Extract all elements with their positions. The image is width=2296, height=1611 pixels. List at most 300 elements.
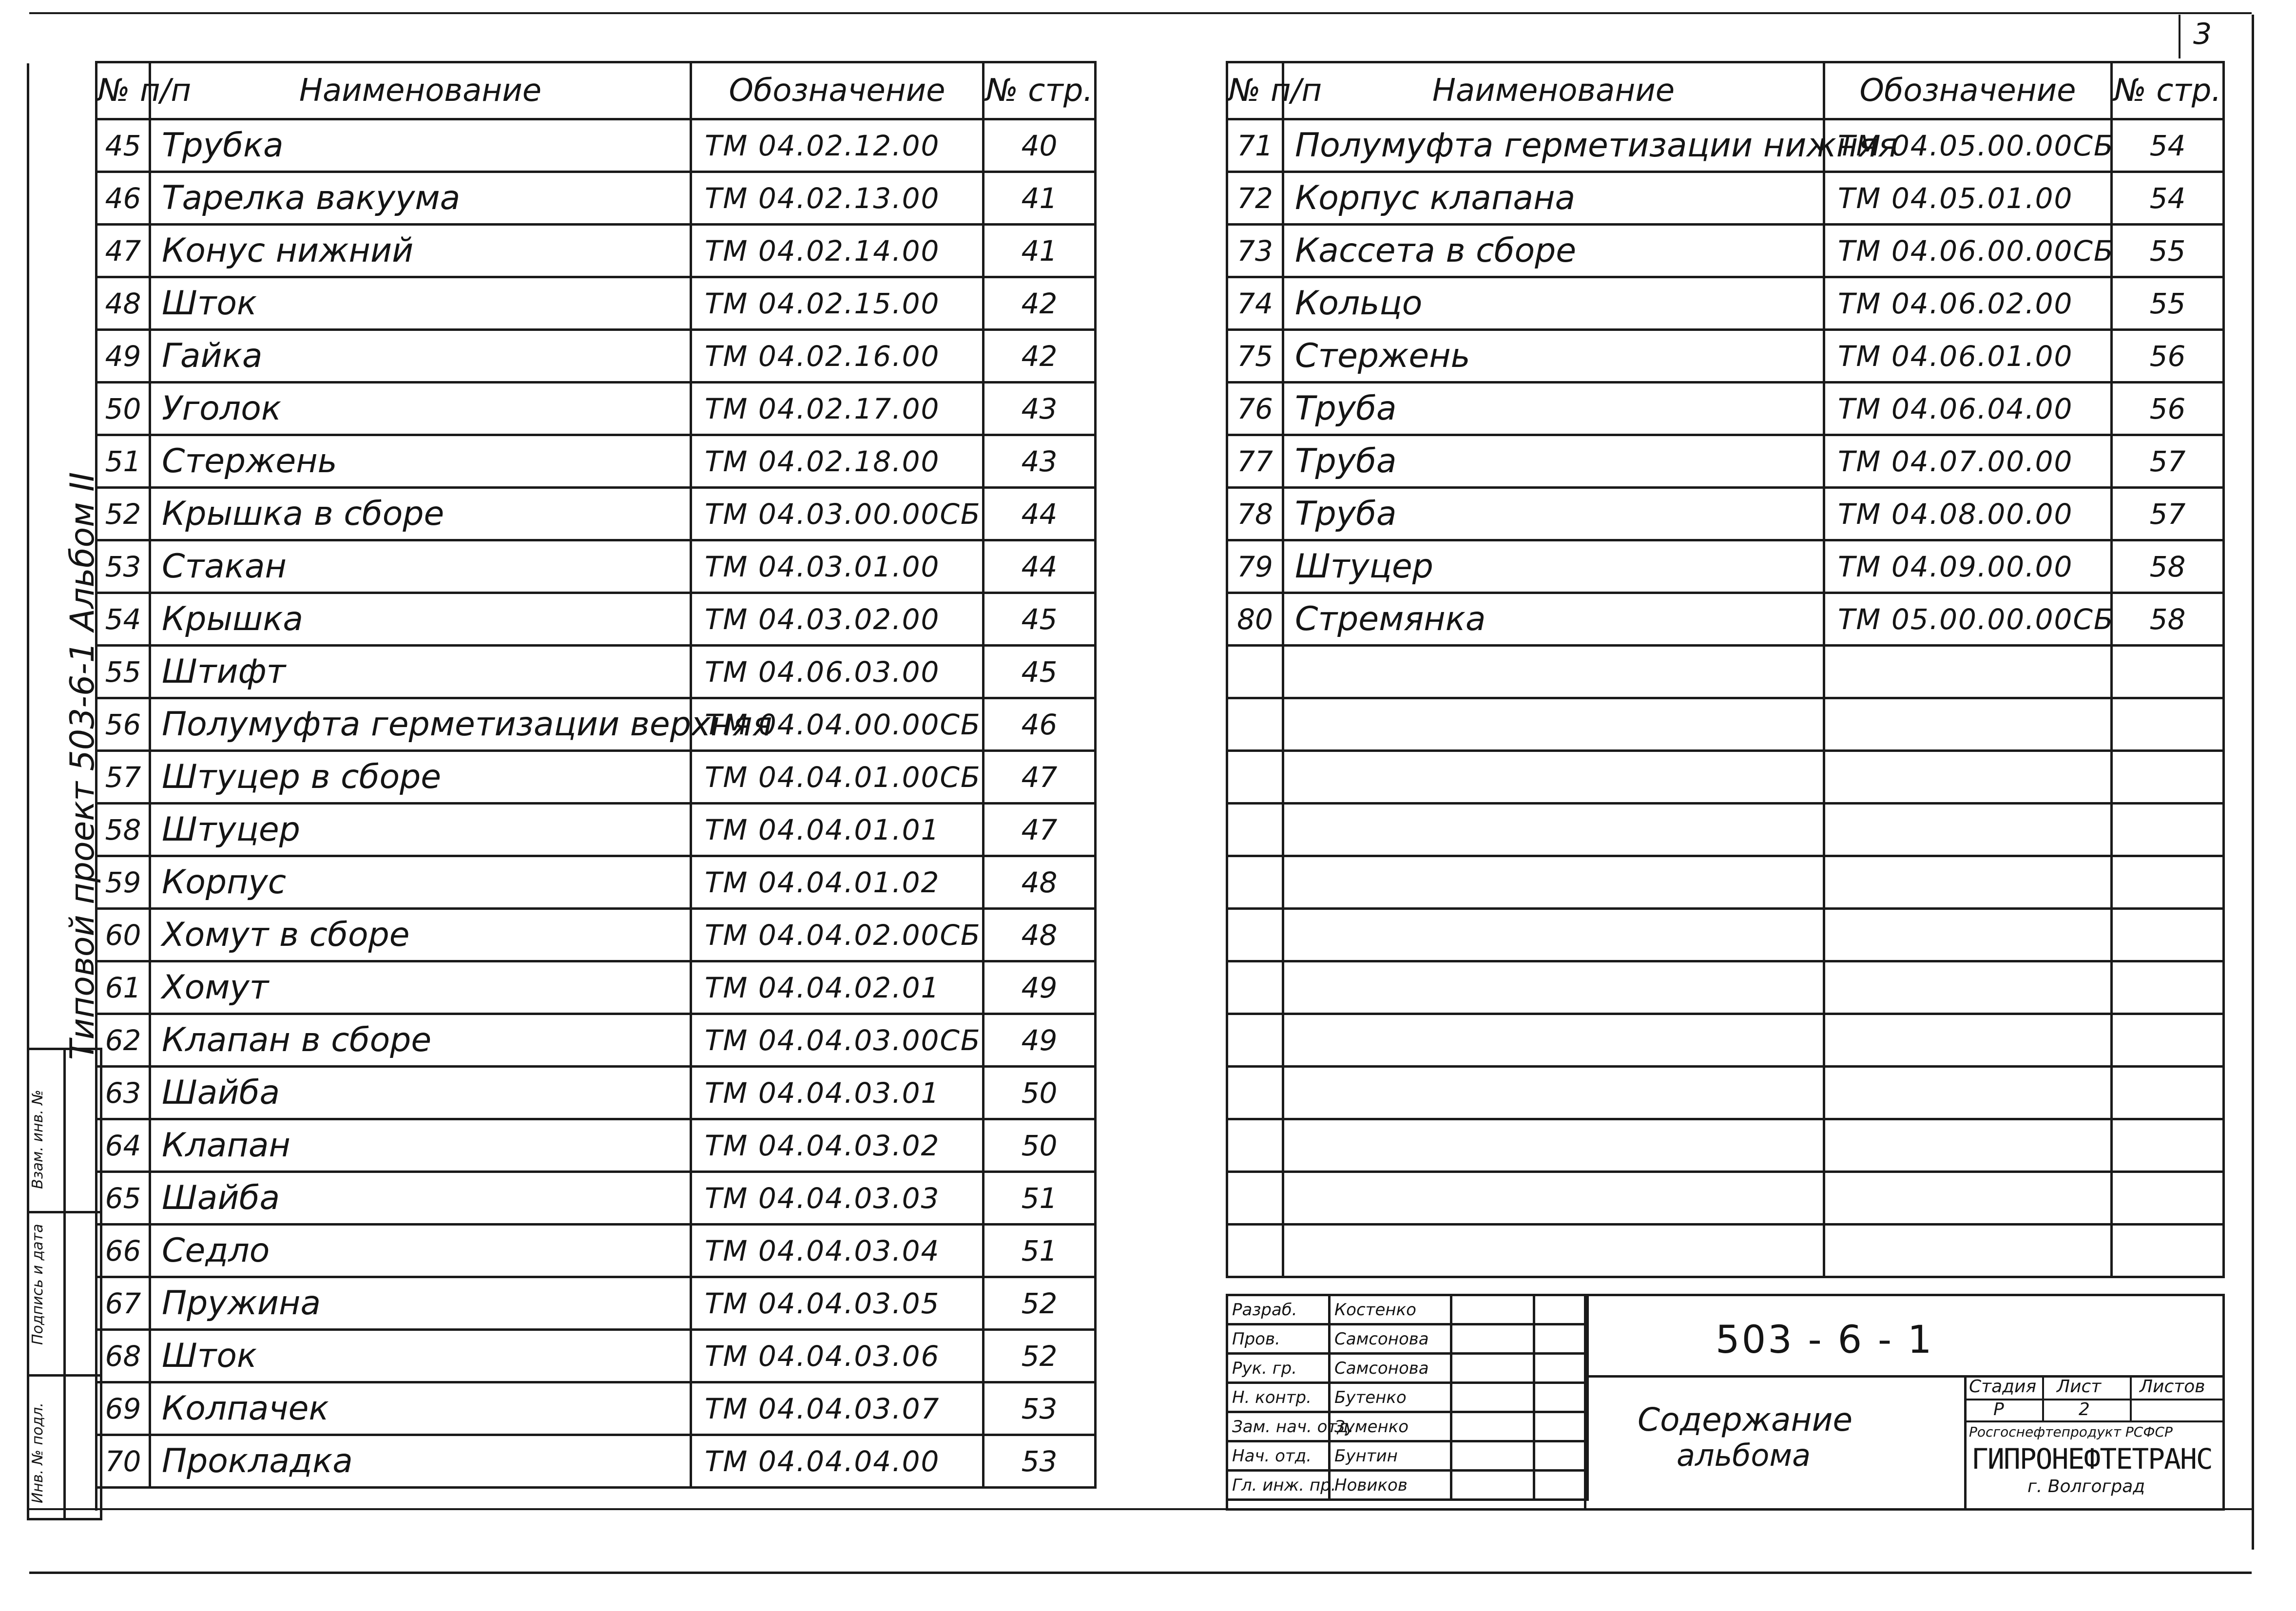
item-page: 53 bbox=[984, 1435, 1096, 1488]
item-name: Корпус клапана bbox=[1283, 172, 1824, 225]
item-designation: ТМ 04.06.00.00СБ bbox=[1824, 225, 2112, 277]
row-number bbox=[1227, 698, 1283, 751]
table-row bbox=[1227, 1172, 2224, 1225]
table-row bbox=[1227, 646, 2224, 698]
right-border bbox=[2252, 15, 2254, 1550]
item-name: Седло bbox=[150, 1225, 691, 1277]
item-name: Стремянка bbox=[1283, 593, 1824, 646]
item-designation: ТМ 04.02.12.00 bbox=[691, 119, 984, 172]
item-name: Трубка bbox=[150, 119, 691, 172]
row-number bbox=[1227, 751, 1283, 804]
item-page: 57 bbox=[2112, 435, 2224, 488]
table-row bbox=[96, 435, 1096, 488]
table-row bbox=[1227, 225, 2224, 277]
item-name: Клапан в сборе bbox=[150, 1014, 691, 1067]
table-row bbox=[96, 909, 1096, 961]
role-row bbox=[1227, 1324, 1588, 1354]
side-stamp-sign: Подпись и дата bbox=[29, 1224, 46, 1345]
item-designation: ТМ 04.04.03.03 bbox=[691, 1172, 984, 1225]
org-line2: ГИПРОНЕФТЕТРАНС bbox=[1971, 1442, 2212, 1476]
table-row bbox=[96, 225, 1096, 277]
item-designation bbox=[1824, 856, 2112, 909]
item-page: 43 bbox=[984, 383, 1096, 435]
item-page: 54 bbox=[2112, 119, 2224, 172]
item-name: Крышка в сборе bbox=[150, 488, 691, 540]
item-page bbox=[2112, 1014, 2224, 1067]
item-page: 44 bbox=[984, 540, 1096, 593]
item-page: 45 bbox=[984, 646, 1096, 698]
item-name: Тарелка вакуума bbox=[150, 172, 691, 225]
item-designation bbox=[1824, 751, 2112, 804]
item-designation: ТМ 04.04.03.04 bbox=[691, 1225, 984, 1277]
row-number: 80 bbox=[1227, 593, 1283, 646]
side-project-title: Типовой проект 503-6-1 Альбом II bbox=[63, 472, 102, 1060]
row-number bbox=[1227, 1067, 1283, 1119]
stage-col-1 bbox=[2042, 1375, 2044, 1420]
role-person: Новиков bbox=[1330, 1471, 1451, 1500]
item-page bbox=[2112, 751, 2224, 804]
role-signature bbox=[1451, 1412, 1534, 1441]
role-person: Зуменко bbox=[1330, 1412, 1451, 1441]
item-page: 42 bbox=[984, 330, 1096, 383]
row-number: 75 bbox=[1227, 330, 1283, 383]
side-stamp-replace: Взам. инв. № bbox=[29, 1090, 46, 1189]
role-label: Зам. нач. отд. bbox=[1227, 1412, 1330, 1441]
item-designation: ТМ 04.04.01.00СБ bbox=[691, 751, 984, 804]
item-designation: ТМ 04.04.03.01 bbox=[691, 1067, 984, 1119]
item-designation: ТМ 04.07.00.00 bbox=[1824, 435, 2112, 488]
sheet-label: Лист bbox=[2057, 1377, 2102, 1397]
item-designation: ТМ 04.04.04.00 bbox=[691, 1435, 984, 1488]
role-signature bbox=[1451, 1324, 1534, 1354]
role-signature bbox=[1451, 1295, 1534, 1324]
row-number: 45 bbox=[96, 119, 150, 172]
role-signature bbox=[1451, 1441, 1534, 1471]
item-page bbox=[2112, 698, 2224, 751]
item-designation: ТМ 04.04.02.01 bbox=[691, 961, 984, 1014]
table-row bbox=[1227, 277, 2224, 330]
item-designation: ТМ 04.02.16.00 bbox=[691, 330, 984, 383]
role-row bbox=[1227, 1383, 1588, 1412]
item-page: 56 bbox=[2112, 330, 2224, 383]
item-designation: ТМ 04.06.01.00 bbox=[1824, 330, 2112, 383]
item-name: Шток bbox=[150, 1330, 691, 1382]
row-number: 67 bbox=[96, 1277, 150, 1330]
item-name: Труба bbox=[1283, 435, 1824, 488]
item-designation: ТМ 04.02.13.00 bbox=[691, 172, 984, 225]
sheet-value: 2 bbox=[2079, 1400, 2090, 1419]
table-row bbox=[1227, 330, 2224, 383]
item-name: Корпус bbox=[150, 856, 691, 909]
role-person: Бутенко bbox=[1330, 1383, 1451, 1412]
item-designation bbox=[1824, 1067, 2112, 1119]
item-name bbox=[1283, 1119, 1824, 1172]
item-page bbox=[2112, 909, 2224, 961]
table-row bbox=[1227, 961, 2224, 1014]
table-row bbox=[1227, 804, 2224, 856]
drawing-title-line1: Содержание bbox=[1638, 1401, 1853, 1438]
item-designation: ТМ 04.04.03.07 bbox=[691, 1382, 984, 1435]
item-name bbox=[1283, 804, 1824, 856]
role-person: Самсонова bbox=[1330, 1354, 1451, 1383]
item-designation bbox=[1824, 1172, 2112, 1225]
row-number bbox=[1227, 1014, 1283, 1067]
item-name bbox=[1283, 1172, 1824, 1225]
item-designation: ТМ 04.06.03.00 bbox=[691, 646, 984, 698]
role-row bbox=[1227, 1295, 1588, 1324]
table-row bbox=[1227, 856, 2224, 909]
role-date bbox=[1534, 1441, 1588, 1471]
table-row bbox=[1227, 1067, 2224, 1119]
role-person: Костенко bbox=[1330, 1295, 1451, 1324]
table-row bbox=[1227, 751, 2224, 804]
row-number: 51 bbox=[96, 435, 150, 488]
role-row bbox=[1227, 1412, 1588, 1441]
row-number: 50 bbox=[96, 383, 150, 435]
item-page bbox=[2112, 856, 2224, 909]
stage-row-2 bbox=[1964, 1420, 2225, 1422]
item-page: 46 bbox=[984, 698, 1096, 751]
table-row bbox=[1227, 172, 2224, 225]
item-designation bbox=[1824, 698, 2112, 751]
table-row bbox=[96, 1435, 1096, 1488]
item-name: Колпачек bbox=[150, 1382, 691, 1435]
item-page: 48 bbox=[984, 909, 1096, 961]
item-name: Штифт bbox=[150, 646, 691, 698]
role-row bbox=[1227, 1354, 1588, 1383]
stage-value: Р bbox=[1993, 1400, 2004, 1419]
table-row bbox=[96, 383, 1096, 435]
row-number: 63 bbox=[96, 1067, 150, 1119]
item-designation bbox=[1824, 1014, 2112, 1067]
row-number: 71 bbox=[1227, 119, 1283, 172]
item-page: 49 bbox=[984, 961, 1096, 1014]
item-designation bbox=[1824, 909, 2112, 961]
item-page: 54 bbox=[2112, 172, 2224, 225]
item-name: Клапан bbox=[150, 1119, 691, 1172]
title-block bbox=[1226, 1294, 2225, 1511]
row-number: 78 bbox=[1227, 488, 1283, 540]
item-name: Полумуфта герметизации верхняя bbox=[150, 698, 691, 751]
item-page: 42 bbox=[984, 277, 1096, 330]
item-name: Кассета в сборе bbox=[1283, 225, 1824, 277]
item-page: 41 bbox=[984, 172, 1096, 225]
org-line1: Росгоснефтепродукт РСФСР bbox=[1969, 1424, 2173, 1440]
item-page: 48 bbox=[984, 856, 1096, 909]
item-page: 47 bbox=[984, 751, 1096, 804]
item-name: Штуцер в сборе bbox=[150, 751, 691, 804]
role-date bbox=[1534, 1471, 1588, 1500]
item-designation: ТМ 04.05.00.00СБ bbox=[1824, 119, 2112, 172]
item-page: 53 bbox=[984, 1382, 1096, 1435]
row-number: 77 bbox=[1227, 435, 1283, 488]
item-name: Стержень bbox=[150, 435, 691, 488]
row-number: 60 bbox=[96, 909, 150, 961]
item-name: Стержень bbox=[1283, 330, 1824, 383]
item-page: 45 bbox=[984, 593, 1096, 646]
page-number-box bbox=[2179, 15, 2180, 58]
item-name: Труба bbox=[1283, 383, 1824, 435]
table-row bbox=[96, 330, 1096, 383]
role-date bbox=[1534, 1354, 1588, 1383]
item-designation: ТМ 04.03.00.00СБ bbox=[691, 488, 984, 540]
item-page: 40 bbox=[984, 119, 1096, 172]
table-row bbox=[1227, 1014, 2224, 1067]
row-number: 56 bbox=[96, 698, 150, 751]
header-no: № п/п bbox=[1227, 62, 1283, 119]
row-number: 68 bbox=[96, 1330, 150, 1382]
item-designation: ТМ 04.06.04.00 bbox=[1824, 383, 2112, 435]
table-row bbox=[1227, 1119, 2224, 1172]
item-page bbox=[2112, 961, 2224, 1014]
table-row bbox=[1227, 593, 2224, 646]
item-page: 51 bbox=[984, 1172, 1096, 1225]
table-row bbox=[1227, 909, 2224, 961]
header-page: № стр. bbox=[984, 62, 1096, 119]
row-number: 47 bbox=[96, 225, 150, 277]
table-row bbox=[96, 1382, 1096, 1435]
row-number: 76 bbox=[1227, 383, 1283, 435]
item-name: Кольцо bbox=[1283, 277, 1824, 330]
table-row bbox=[96, 751, 1096, 804]
item-designation bbox=[1824, 1119, 2112, 1172]
item-designation: ТМ 04.04.02.00СБ bbox=[691, 909, 984, 961]
item-page bbox=[2112, 1119, 2224, 1172]
item-page: 52 bbox=[984, 1277, 1096, 1330]
item-name: Стакан bbox=[150, 540, 691, 593]
stage-label: Стадия bbox=[1969, 1377, 2037, 1397]
title-divider-vertical bbox=[1584, 1296, 1586, 1511]
row-number bbox=[1227, 1119, 1283, 1172]
role-signature bbox=[1451, 1471, 1534, 1500]
row-number: 58 bbox=[96, 804, 150, 856]
item-page bbox=[2112, 646, 2224, 698]
left-table-header bbox=[96, 62, 1096, 119]
item-designation: ТМ 04.04.01.02 bbox=[691, 856, 984, 909]
header-no: № п/п bbox=[96, 62, 150, 119]
item-page: 51 bbox=[984, 1225, 1096, 1277]
row-number: 54 bbox=[96, 593, 150, 646]
role-label: Нач. отд. bbox=[1227, 1441, 1330, 1471]
item-designation bbox=[1824, 646, 2112, 698]
item-name bbox=[1283, 698, 1824, 751]
row-number bbox=[1227, 804, 1283, 856]
right-contents-table bbox=[1226, 61, 2225, 1278]
drawing-title-line2: альбома bbox=[1677, 1438, 1811, 1473]
item-designation: ТМ 04.09.00.00 bbox=[1824, 540, 2112, 593]
row-number: 48 bbox=[96, 277, 150, 330]
item-page: 58 bbox=[2112, 593, 2224, 646]
item-page bbox=[2112, 804, 2224, 856]
item-designation: ТМ 04.04.03.06 bbox=[691, 1330, 984, 1382]
row-number bbox=[1227, 909, 1283, 961]
role-row bbox=[1227, 1471, 1588, 1500]
row-number bbox=[1227, 646, 1283, 698]
table-row bbox=[96, 1119, 1096, 1172]
item-designation: ТМ 04.04.03.00СБ bbox=[691, 1014, 984, 1067]
table-row bbox=[96, 1330, 1096, 1382]
right-table-header bbox=[1227, 62, 2224, 119]
item-designation bbox=[1824, 961, 2112, 1014]
role-label: Гл. инж. пр. bbox=[1227, 1471, 1330, 1500]
sheets-label: Листов bbox=[2140, 1377, 2205, 1397]
item-page: 58 bbox=[2112, 540, 2224, 593]
row-number: 46 bbox=[96, 172, 150, 225]
table-row bbox=[96, 172, 1096, 225]
item-name bbox=[1283, 646, 1824, 698]
item-designation: ТМ 04.03.01.00 bbox=[691, 540, 984, 593]
header-name: Наименование bbox=[150, 62, 691, 119]
item-name bbox=[1283, 961, 1824, 1014]
table-row bbox=[1227, 383, 2224, 435]
item-page: 56 bbox=[2112, 383, 2224, 435]
item-page bbox=[2112, 1172, 2224, 1225]
item-designation: ТМ 04.06.02.00 bbox=[1824, 277, 2112, 330]
item-page: 55 bbox=[2112, 277, 2224, 330]
row-number: 59 bbox=[96, 856, 150, 909]
row-number: 74 bbox=[1227, 277, 1283, 330]
org-line3: г. Волгоград bbox=[2027, 1477, 2145, 1496]
item-name: Крышка bbox=[150, 593, 691, 646]
row-number bbox=[1227, 1172, 1283, 1225]
role-label: Рук. гр. bbox=[1227, 1354, 1330, 1383]
item-designation: ТМ 04.02.15.00 bbox=[691, 277, 984, 330]
row-number: 64 bbox=[96, 1119, 150, 1172]
row-number: 57 bbox=[96, 751, 150, 804]
bottom-border bbox=[29, 1572, 2252, 1574]
role-date bbox=[1534, 1383, 1588, 1412]
item-designation bbox=[1824, 804, 2112, 856]
row-number: 62 bbox=[96, 1014, 150, 1067]
page-number: 3 bbox=[2193, 17, 2212, 51]
item-designation: ТМ 04.04.03.02 bbox=[691, 1119, 984, 1172]
table-row bbox=[1227, 1225, 2224, 1277]
stage-box-left bbox=[1964, 1375, 1967, 1511]
role-date bbox=[1534, 1295, 1588, 1324]
table-row bbox=[1227, 540, 2224, 593]
item-name: Штуцер bbox=[1283, 540, 1824, 593]
item-page: 47 bbox=[984, 804, 1096, 856]
row-number: 55 bbox=[96, 646, 150, 698]
role-signature bbox=[1451, 1354, 1534, 1383]
item-name: Труба bbox=[1283, 488, 1824, 540]
item-designation: ТМ 04.04.01.01 bbox=[691, 804, 984, 856]
table-row bbox=[96, 961, 1096, 1014]
item-designation: ТМ 04.04.03.05 bbox=[691, 1277, 984, 1330]
item-designation bbox=[1824, 1225, 2112, 1277]
item-designation: ТМ 04.02.14.00 bbox=[691, 225, 984, 277]
table-row bbox=[1227, 488, 2224, 540]
title-roles bbox=[1226, 1294, 1589, 1501]
item-page: 50 bbox=[984, 1119, 1096, 1172]
item-name: Шайба bbox=[150, 1067, 691, 1119]
row-number: 66 bbox=[96, 1225, 150, 1277]
item-name: Хомут bbox=[150, 961, 691, 1014]
role-row bbox=[1227, 1441, 1588, 1471]
row-number: 72 bbox=[1227, 172, 1283, 225]
table-row bbox=[96, 1225, 1096, 1277]
item-name: Штуцер bbox=[150, 804, 691, 856]
item-page: 57 bbox=[2112, 488, 2224, 540]
table-row bbox=[96, 540, 1096, 593]
drawing-code: 503 - 6 - 1 bbox=[1716, 1318, 1934, 1362]
row-number: 70 bbox=[96, 1435, 150, 1488]
row-number: 61 bbox=[96, 961, 150, 1014]
role-person: Самсонова bbox=[1330, 1324, 1451, 1354]
item-page: 49 bbox=[984, 1014, 1096, 1067]
header-name: Наименование bbox=[1283, 62, 1824, 119]
item-name: Шайба bbox=[150, 1172, 691, 1225]
item-name bbox=[1283, 909, 1824, 961]
row-number: 65 bbox=[96, 1172, 150, 1225]
role-label: Пров. bbox=[1227, 1324, 1330, 1354]
item-designation: ТМ 05.00.00.00СБ bbox=[1824, 593, 2112, 646]
table-row bbox=[1227, 435, 2224, 488]
item-name bbox=[1283, 1067, 1824, 1119]
item-name bbox=[1283, 1014, 1824, 1067]
item-page: 52 bbox=[984, 1330, 1096, 1382]
header-designation: Обозначение bbox=[691, 62, 984, 119]
row-number: 69 bbox=[96, 1382, 150, 1435]
item-page bbox=[2112, 1225, 2224, 1277]
item-designation: ТМ 04.02.17.00 bbox=[691, 383, 984, 435]
item-name: Гайка bbox=[150, 330, 691, 383]
row-number: 49 bbox=[96, 330, 150, 383]
role-label: Н. контр. bbox=[1227, 1383, 1330, 1412]
table-row bbox=[1227, 119, 2224, 172]
table-row bbox=[96, 1014, 1096, 1067]
row-number: 73 bbox=[1227, 225, 1283, 277]
item-page: 41 bbox=[984, 225, 1096, 277]
header-designation: Обозначение bbox=[1824, 62, 2112, 119]
item-name bbox=[1283, 856, 1824, 909]
row-number: 79 bbox=[1227, 540, 1283, 593]
item-designation: ТМ 04.03.02.00 bbox=[691, 593, 984, 646]
role-signature bbox=[1451, 1383, 1534, 1412]
top-border bbox=[29, 12, 2252, 14]
stage-col-2 bbox=[2130, 1375, 2132, 1420]
table-row bbox=[96, 804, 1096, 856]
item-name: Хомут в сборе bbox=[150, 909, 691, 961]
role-label: Разраб. bbox=[1227, 1295, 1330, 1324]
table-row bbox=[96, 119, 1096, 172]
item-designation: ТМ 04.02.18.00 bbox=[691, 435, 984, 488]
item-name: Полумуфта герметизации нижняя bbox=[1283, 119, 1824, 172]
row-number bbox=[1227, 961, 1283, 1014]
table-row bbox=[1227, 698, 2224, 751]
item-designation: ТМ 04.08.00.00 bbox=[1824, 488, 2112, 540]
role-date bbox=[1534, 1324, 1588, 1354]
item-page bbox=[2112, 1067, 2224, 1119]
left-contents-table bbox=[95, 61, 1097, 1489]
item-designation: ТМ 04.04.00.00СБ bbox=[691, 698, 984, 751]
item-name: Прокладка bbox=[150, 1435, 691, 1488]
row-number: 53 bbox=[96, 540, 150, 593]
row-number: 52 bbox=[96, 488, 150, 540]
table-row bbox=[96, 856, 1096, 909]
item-name: Конус нижний bbox=[150, 225, 691, 277]
item-page: 44 bbox=[984, 488, 1096, 540]
item-page: 50 bbox=[984, 1067, 1096, 1119]
role-person: Бунтин bbox=[1330, 1441, 1451, 1471]
table-row bbox=[96, 593, 1096, 646]
item-page: 43 bbox=[984, 435, 1096, 488]
role-date bbox=[1534, 1412, 1588, 1441]
item-name: Пружина bbox=[150, 1277, 691, 1330]
table-row bbox=[96, 646, 1096, 698]
header-page: № стр. bbox=[2112, 62, 2224, 119]
table-row bbox=[96, 1067, 1096, 1119]
